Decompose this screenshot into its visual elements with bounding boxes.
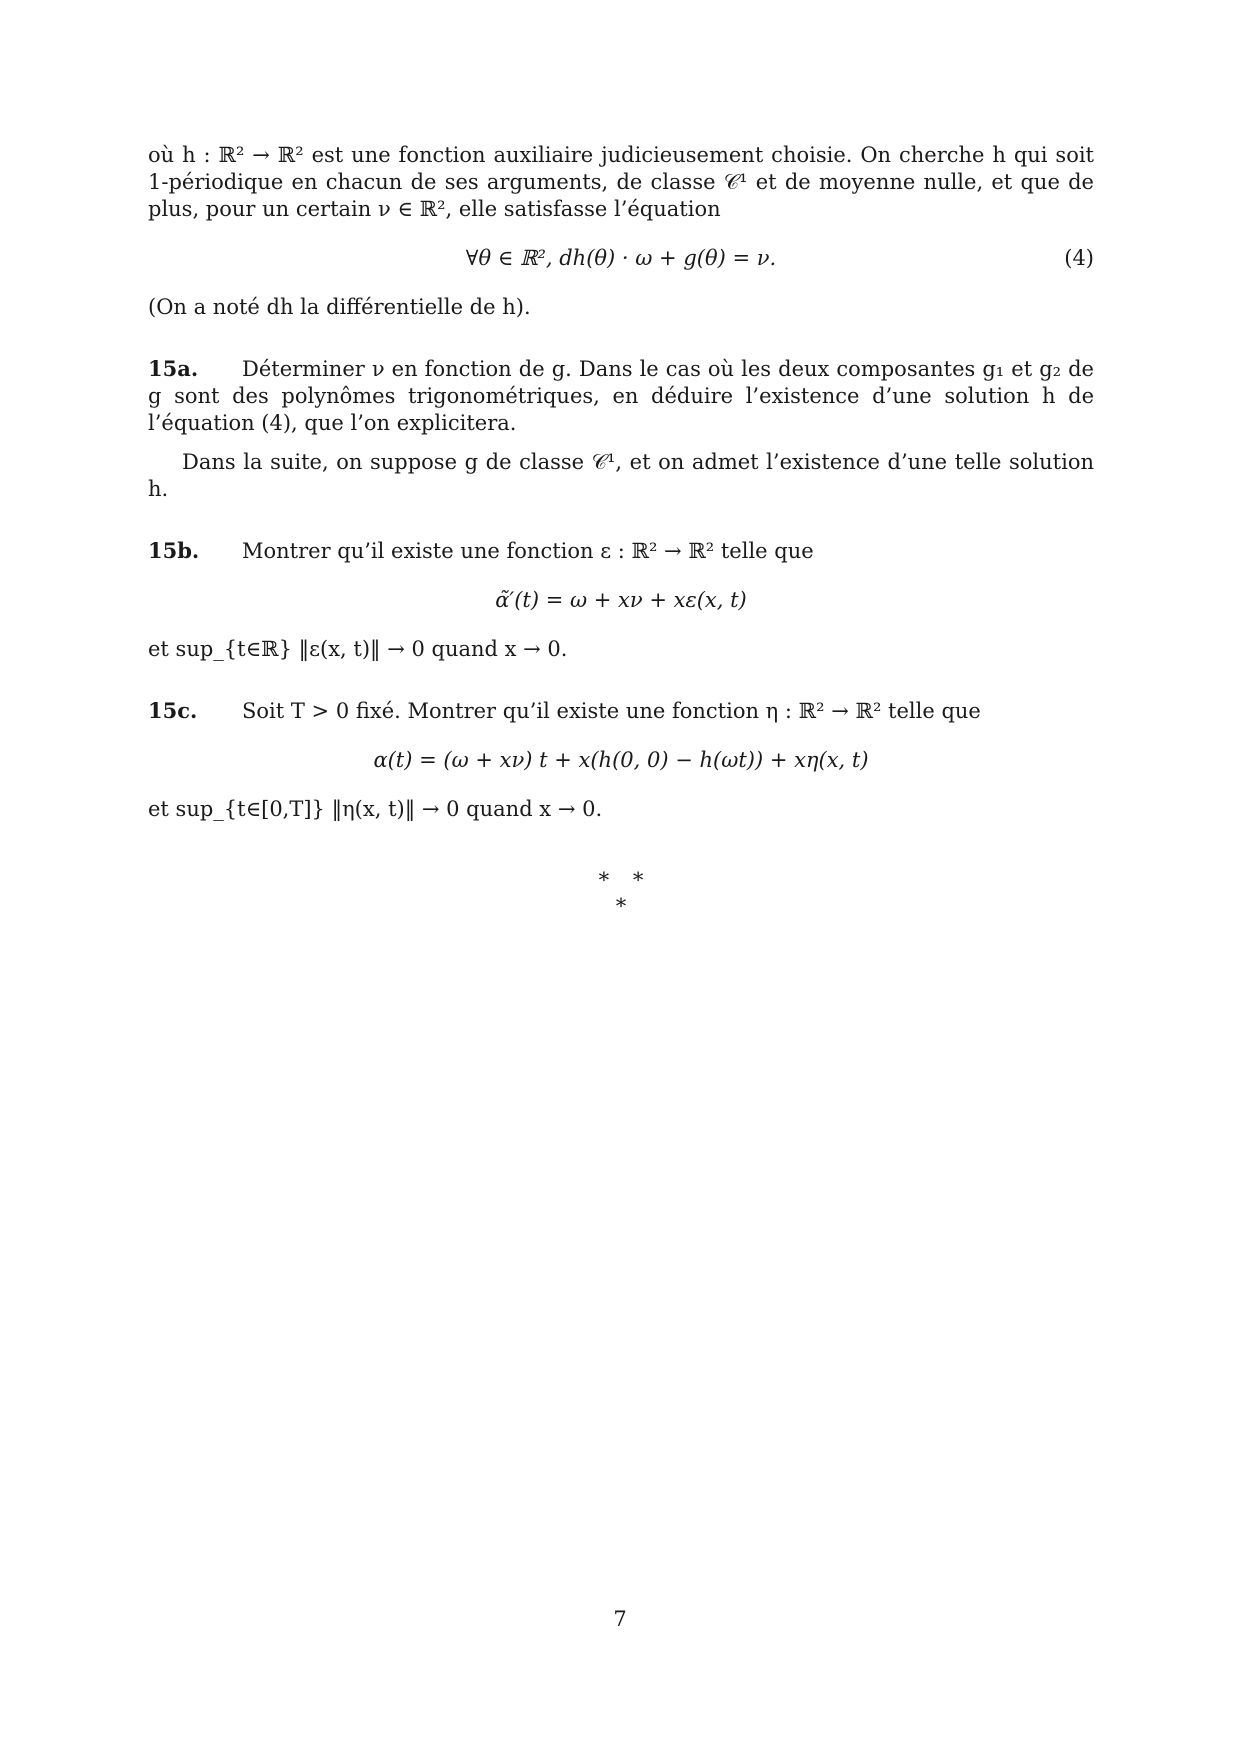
question-text-15b: Montrer qu’il existe une fonction ε : ℝ² → ℝ² telle que	[242, 539, 814, 563]
equation-15b	[148, 587, 1094, 614]
equation-15b-text: α̃′(t) = ω + xν + xε(x, t)	[495, 588, 747, 612]
question-15b	[148, 537, 1094, 663]
question-15a	[148, 355, 1094, 503]
section-end-stars	[148, 863, 1094, 915]
question-text-15c: Soit T > 0 fixé. Montrer qu’il existe une fonction η : ℝ² → ℝ² telle que	[242, 699, 981, 723]
followup-paragraph: Dans la suite, on suppose g de classe 𝒞¹, et on admet l’existence d’une telle solution h.	[148, 450, 1094, 501]
equation-number: (4)	[1064, 246, 1094, 270]
question-label-15a: 15a.	[148, 356, 199, 381]
equation-4	[148, 245, 1094, 272]
question-label-15c: 15c.	[148, 698, 198, 723]
question-text-15a: Déterminer ν en fonction de g. Dans le cas où les deux composantes g₁ et g₂ de g sont des polynômes trigonométriques, en déduire l’existence d’une solution h de l’équation (4), que l’on explicitera.	[148, 357, 1094, 435]
stars-bottom: ∗	[613, 890, 629, 914]
question-label-15b: 15b.	[148, 538, 200, 563]
tail-15c: et sup_{t∈[0,T]} ‖η(x, t)‖ → 0 quand x → 0.	[148, 797, 603, 821]
question-15c	[148, 697, 1094, 823]
document-body	[148, 142, 1094, 915]
tail-15b: et sup_{t∈ℝ} ‖ε(x, t)‖ → 0 quand x → 0.	[148, 637, 568, 661]
intro-paragraph: où h : ℝ² → ℝ² est une fonction auxiliaire judicieusement choisie. On cherche h qui soit 1-périodique en chacun de ses arguments, de classe 𝒞¹ et de moyenne nulle, et que de plus, pour un certain ν ∈ ℝ², elle satisfasse l’équation	[148, 143, 1094, 221]
equation-4-text: ∀θ ∈ ℝ², dh(θ) · ω + g(θ) = ν.	[465, 246, 777, 270]
page-number: 7	[613, 1607, 627, 1631]
stars-top: ∗ ∗	[596, 864, 646, 888]
note-paragraph: (On a noté dh la différentielle de h).	[148, 295, 531, 319]
equation-15c-text: α(t) = (ω + xν) t + x(h(0, 0) − h(ωt)) + xη(x, t)	[373, 748, 869, 772]
equation-15c	[148, 747, 1094, 774]
